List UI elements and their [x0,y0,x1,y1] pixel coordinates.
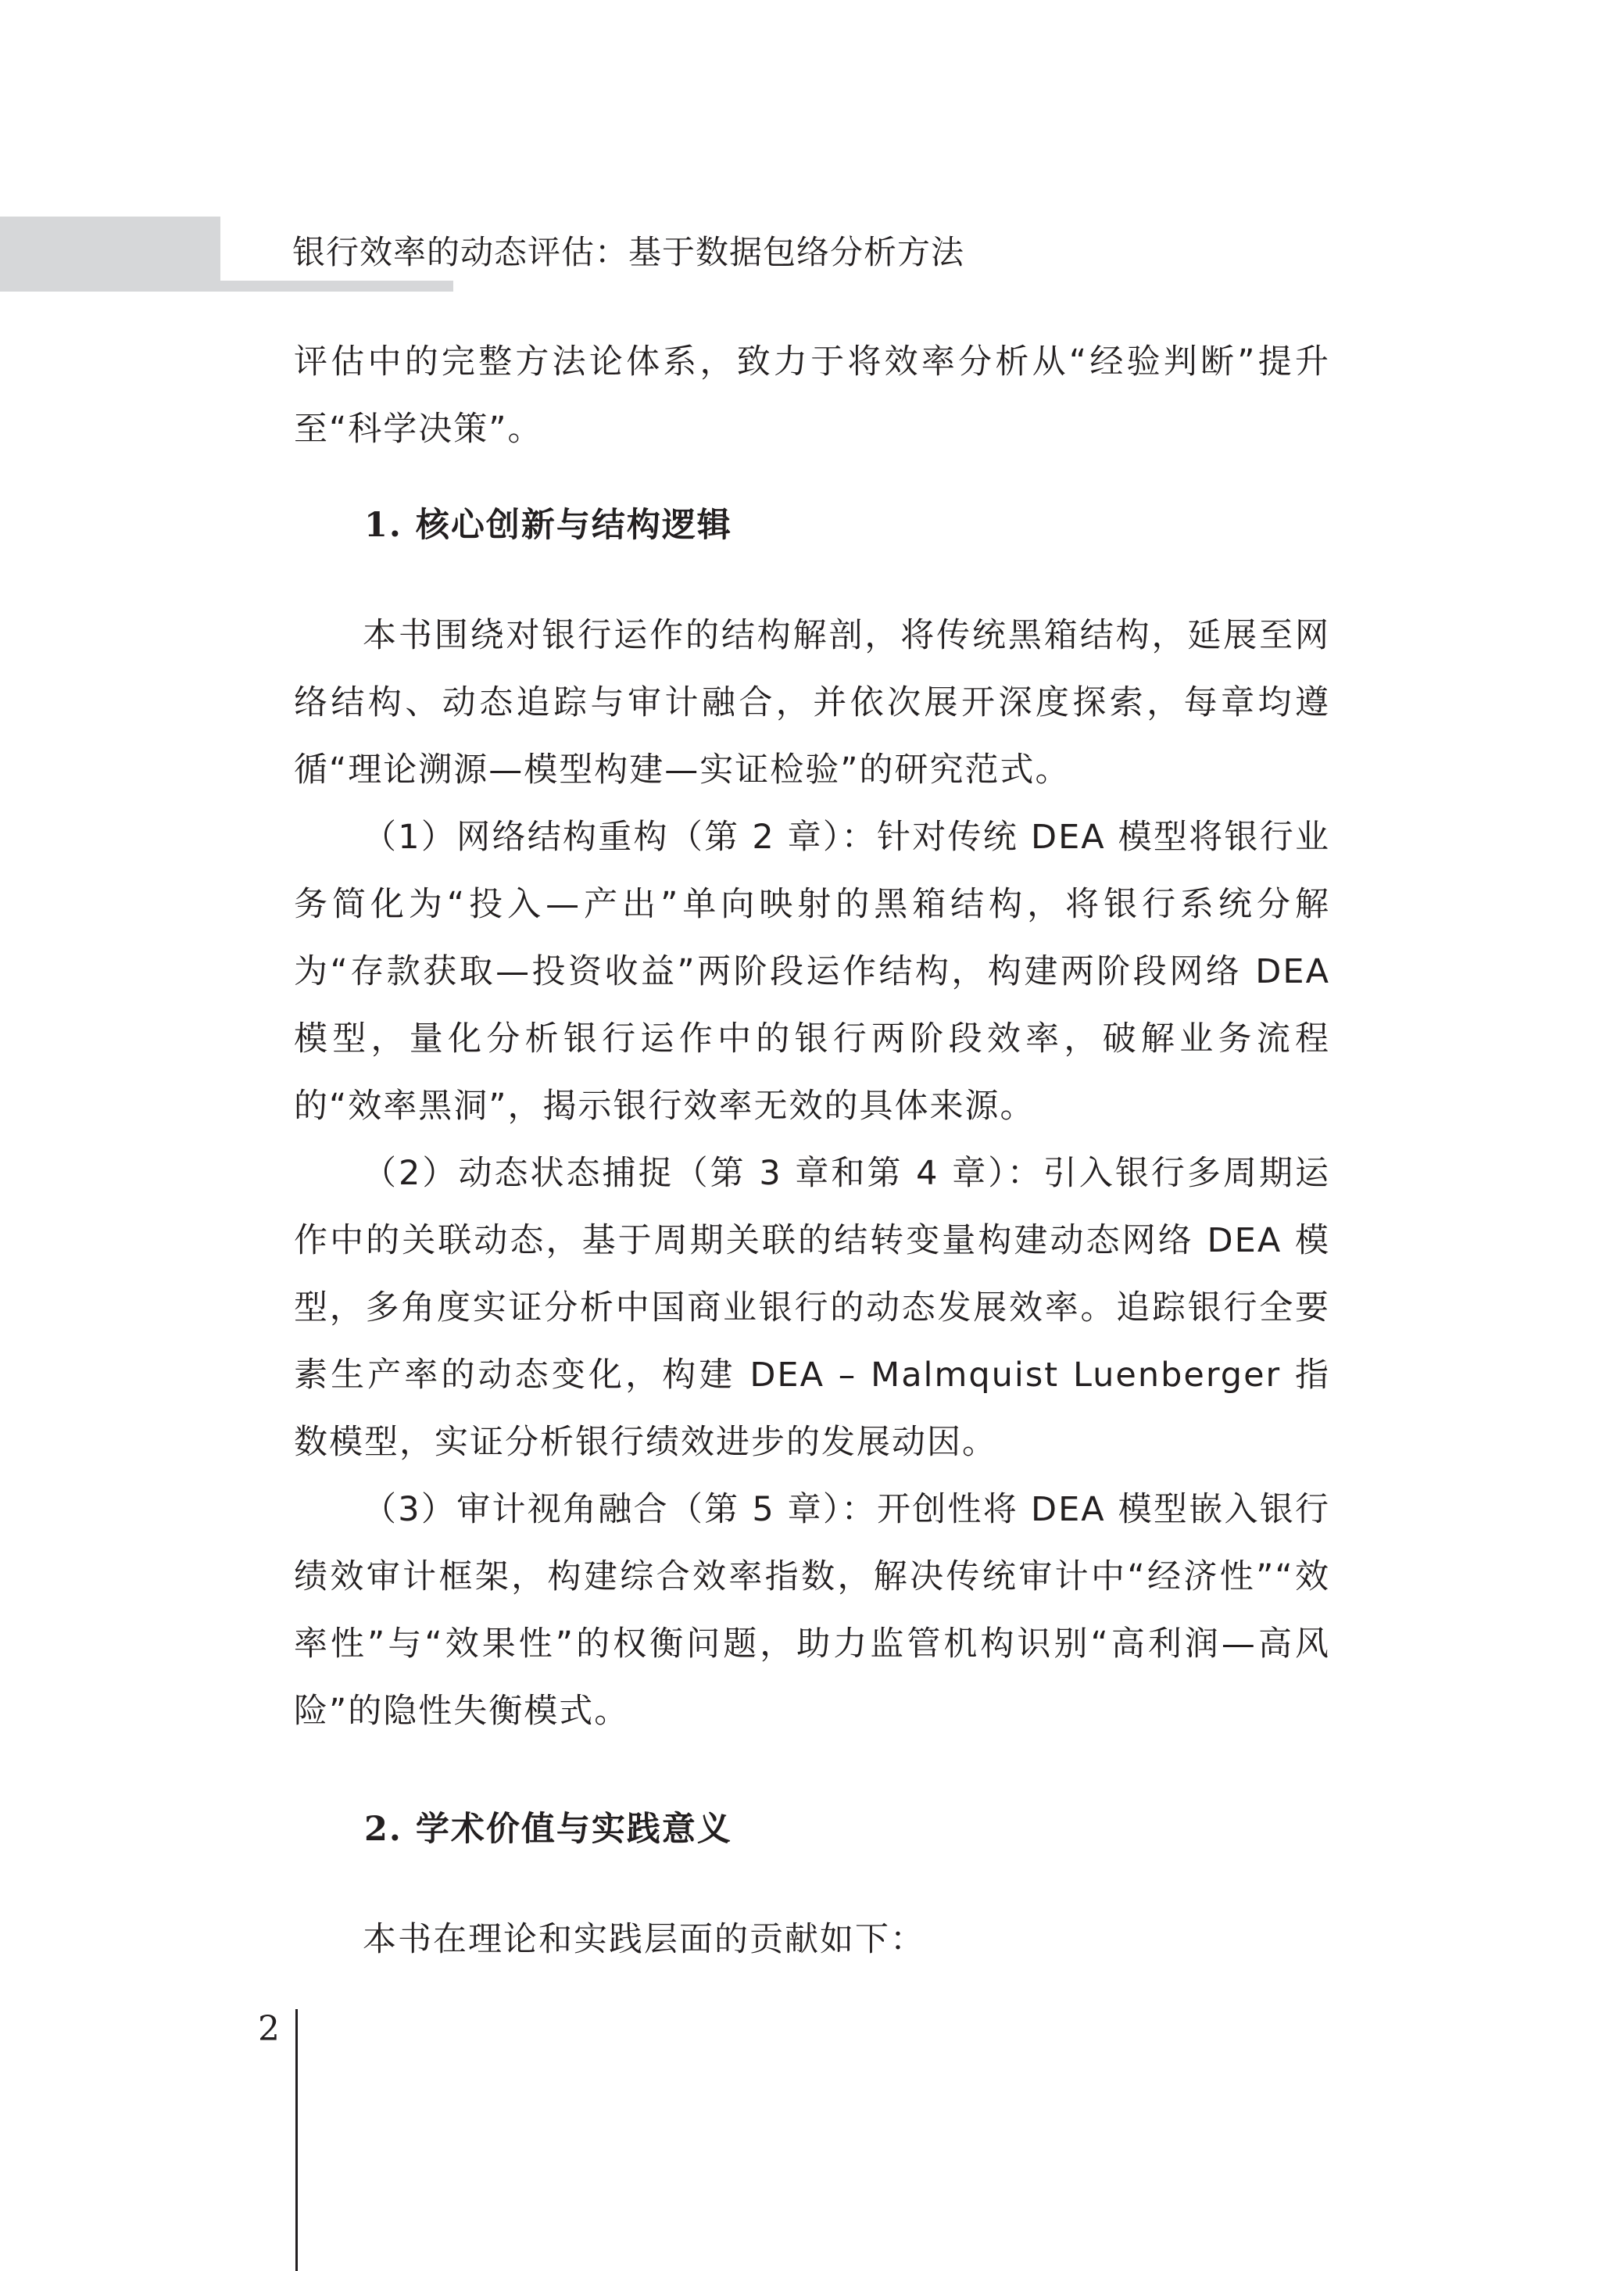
page-rule [295,2009,298,2271]
section-2-heading: 2. 学术价值与实践意义 [364,1810,732,1849]
paragraph: （2）动态状态捕捉（第 3 章和第 4 章）：引入银行多周期运作中的关联动态，基于周期关联的结转变量构建动态网络 DEA 模型，多角度实证分析中国商业银行的动态发展效率。追踪银行全要素生产率的动态变化，构建 DEA – Malmquist Luenberger 指数模型，实证分析银行绩效进步的发展动因。 [294,1154,1330,1462]
section-1-body [294,602,1330,1745]
paragraph: （3）审计视角融合（第 5 章）：开创性将 DEA 模型嵌入银行绩效审计框架，构建综合效率指数，解决传统审计中“经济性”“效率性”与“效果性”的权衡问题，助力监管机构识别“高利润—高风险”的隐性失衡模式。 [294,1490,1330,1731]
intro-paragraph: 评估中的完整方法论体系，致力于将效率分析从“经验判断”提升至“科学决策”。 [294,342,1330,449]
paragraph: 本书在理论和实践层面的贡献如下： [363,1920,925,1959]
running-title: 银行效率的动态评估：基于数据包络分析方法 [292,233,965,271]
section-2-body [294,1906,1330,1973]
section-1-heading: 1. 核心创新与结构逻辑 [364,506,732,545]
paragraph: 本书围绕对银行运作的结构解剖，将传统黑箱结构，延展至网络结构、动态追踪与审计融合，并依次展开深度探索，每章均遵循“理论溯源—模型构建—实证检验”的研究范式。 [294,616,1330,790]
page-number: 2 [258,2009,280,2049]
paragraph: （1）网络结构重构（第 2 章）：针对传统 DEA 模型将银行业务简化为“投入—产出”单向映射的黑箱结构，将银行系统分解为“存款获取—投资收益”两阶段运作结构，构建两阶段网络 DEA 模型，量化分析银行运作中的银行两阶段效率，破解业务流程的“效率黑洞”，揭示银行效率无效的具体来源。 [294,818,1330,1126]
